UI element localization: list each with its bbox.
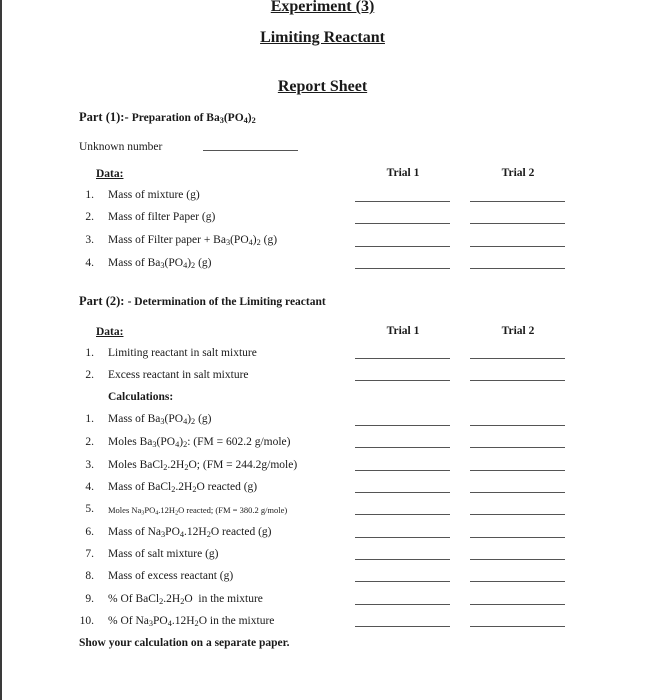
calc-item-num: 9.: [85, 593, 94, 605]
calc-item-num: 1.: [85, 413, 94, 425]
calculations-label: Calculations:: [108, 391, 174, 403]
part2-trial1-header: Trial 1: [386, 325, 420, 337]
calc-item-num: 5.: [85, 503, 94, 515]
part2-trial1-blank[interactable]: [355, 380, 450, 381]
part2-trial2-blank[interactable]: [470, 380, 565, 381]
calc-trial2-blank[interactable]: [470, 492, 565, 493]
part1-trial1-blank[interactable]: [355, 268, 450, 269]
calc-item-text: Moles $Na_3PO_4.12H_2O$ reacted; (FM = 380.2 g/mole): [108, 505, 288, 517]
calc-trial2-blank[interactable]: [470, 559, 565, 560]
part1-trial2-blank[interactable]: [470, 201, 565, 202]
calc-trial2-blank[interactable]: [470, 425, 565, 426]
part2-data-item-num: 2.: [85, 369, 94, 381]
part2-trial2-blank[interactable]: [470, 358, 565, 359]
calc-trial2-blank[interactable]: [470, 447, 565, 448]
part1-item-text: Mass of mixture (g): [108, 189, 200, 201]
part1-trial2-blank[interactable]: [470, 268, 565, 269]
part1-heading: [79, 110, 256, 125]
calc-trial2-blank[interactable]: [470, 470, 565, 471]
calc-trial1-blank[interactable]: [355, 492, 450, 493]
calc-item-num: 10.: [79, 615, 94, 627]
calc-trial1-blank[interactable]: [355, 447, 450, 448]
calc-trial1-blank[interactable]: [355, 537, 450, 538]
part1-heading-desc: Preparation of $Ba_3(PO_4)_2$: [131, 112, 256, 126]
report-sheet-title: Report Sheet: [277, 78, 368, 95]
calc-item-text: Mass of $Ba_3(PO_4)_2$ (g): [108, 413, 212, 427]
calc-trial1-blank[interactable]: [355, 604, 450, 605]
topic-title: Limiting Reactant: [260, 29, 385, 46]
page-edge-rule: [0, 0, 2, 700]
calc-trial1-blank[interactable]: [355, 559, 450, 560]
calc-item-text: Mass of salt mixture (g): [108, 548, 219, 560]
part2-trial1-blank[interactable]: [355, 358, 450, 359]
calc-item-num: 7.: [85, 548, 94, 560]
part2-data-item-text: Limiting reactant in salt mixture: [108, 347, 257, 359]
part1-item-text: Mass of Filter paper + $Ba_3(PO_4)_2$ (g): [108, 234, 278, 248]
part1-trial1-header: Trial 1: [386, 167, 420, 179]
part1-heading-label: Part (1):-: [79, 110, 129, 124]
calc-item-text: % Of $BaCl_2.2H_2O$ in the mixture: [108, 593, 263, 607]
calc-item-text: Moles $BaCl_2.2H_2O$; (FM = 244.2g/mole): [108, 459, 298, 473]
part1-item-num: 2.: [85, 211, 94, 223]
part1-item-num: 4.: [85, 257, 94, 269]
part2-data-item-num: 1.: [85, 347, 94, 359]
calc-trial1-blank[interactable]: [355, 425, 450, 426]
calc-trial1-blank[interactable]: [355, 626, 450, 627]
calc-trial1-blank[interactable]: [355, 514, 450, 515]
calc-trial2-blank[interactable]: [470, 581, 565, 582]
part1-item-num: 1.: [85, 189, 94, 201]
part2-heading: [79, 294, 326, 309]
calc-trial2-blank[interactable]: [470, 537, 565, 538]
part2-data-label: Data:: [96, 326, 124, 338]
calc-item-num: 2.: [85, 436, 94, 448]
part1-trial2-blank[interactable]: [470, 246, 565, 247]
part1-trial1-blank[interactable]: [355, 246, 450, 247]
calc-item-text: Mass of $BaCl_2.2H_2O$ reacted (g): [108, 481, 258, 495]
calc-item-num: 6.: [85, 526, 94, 538]
part2-data-item-text: Excess reactant in salt mixture: [108, 369, 249, 381]
part2-trial2-header: Trial 2: [501, 325, 535, 337]
calc-item-num: 4.: [85, 481, 94, 493]
unknown-number-label: Unknown number: [79, 141, 163, 153]
part1-item-text: Mass of $Ba_3(PO_4)_2$ (g): [108, 257, 212, 271]
calc-item-text: Mass of excess reactant (g): [108, 570, 234, 582]
part2-heading-label: Part (2):: [79, 294, 125, 308]
calc-trial1-blank[interactable]: [355, 581, 450, 582]
calc-trial2-blank[interactable]: [470, 626, 565, 627]
calc-trial1-blank[interactable]: [355, 470, 450, 471]
calc-item-text: Mass of $Na_3PO_4.12H_2O$ reacted (g): [108, 526, 272, 540]
part1-item-num: 3.: [85, 234, 94, 246]
calc-item-text: Moles $Ba_3(PO_4)_2$: (FM = 602.2 g/mole): [108, 436, 291, 450]
experiment-title: Experiment (3): [270, 0, 375, 15]
part1-trial2-blank[interactable]: [470, 223, 565, 224]
calc-item-num: 8.: [85, 570, 94, 582]
calc-trial2-blank[interactable]: [470, 514, 565, 515]
unknown-number-blank[interactable]: [203, 150, 298, 151]
part1-trial2-header: Trial 2: [501, 167, 535, 179]
calc-item-num: 3.: [85, 459, 94, 471]
part1-data-label: Data:: [96, 168, 124, 180]
calc-trial2-blank[interactable]: [470, 604, 565, 605]
part2-heading-desc: - Determination of the Limiting reactant: [127, 296, 326, 308]
calc-item-text: % Of $Na_3PO_4.12H_2O$ in the mixture: [108, 615, 275, 629]
part1-item-text: Mass of filter Paper (g): [108, 211, 216, 223]
part1-trial1-blank[interactable]: [355, 201, 450, 202]
footer-instruction: Show your calculation on a separate paper.: [79, 637, 290, 649]
part1-trial1-blank[interactable]: [355, 223, 450, 224]
